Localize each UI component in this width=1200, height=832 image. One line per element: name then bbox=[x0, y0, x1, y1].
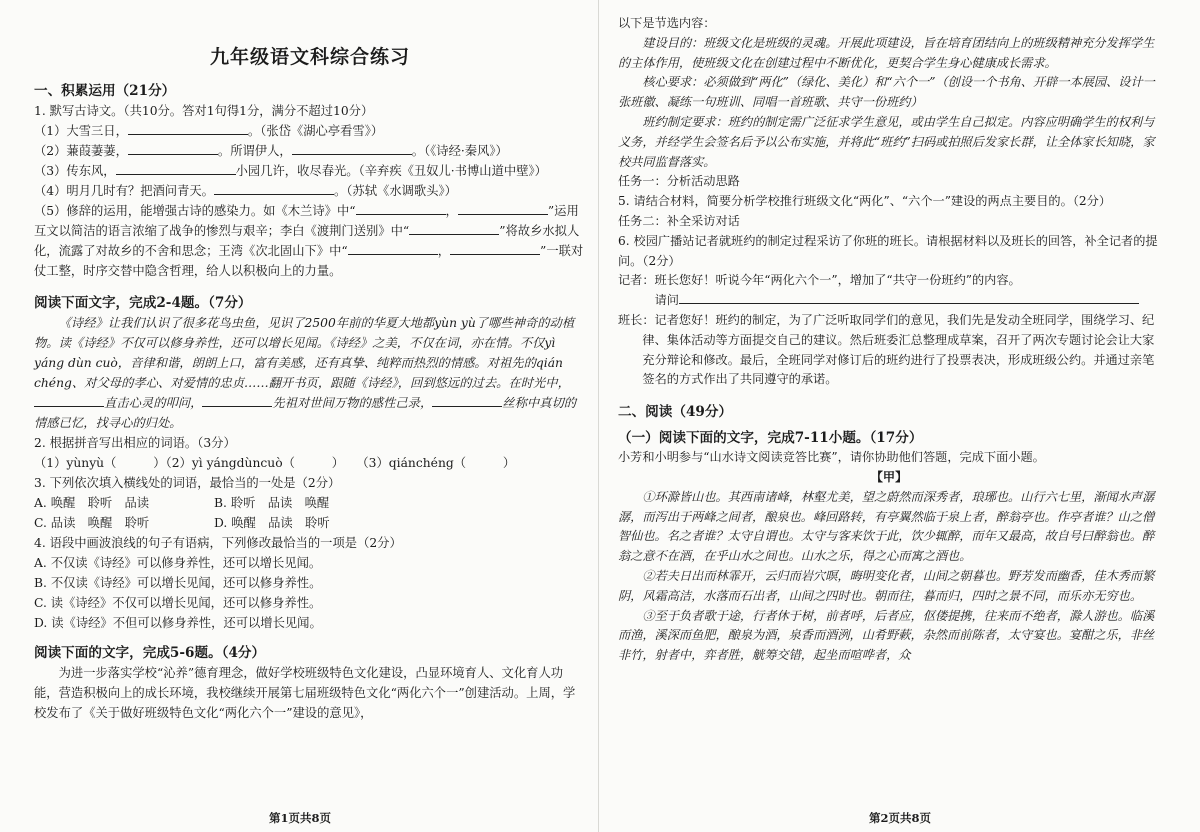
answer-blank[interactable] bbox=[128, 122, 248, 135]
task-one: 任务一：分析活动思路 bbox=[618, 174, 740, 189]
excerpt-intro: 以下是节选内容： bbox=[618, 16, 716, 30]
answer-blank[interactable] bbox=[679, 291, 1139, 304]
reading-2-4-passage bbox=[34, 313, 586, 433]
passage-part-2: 直击心灵的叩问， bbox=[104, 396, 203, 410]
classical-para-2: ②若夫日出而林霏开，云归而岩穴暝，晦明变化者，山间之朝暮也。野芳发而幽香，佳木秀而繁阴，风霜高洁，水落而石出者，山间之四时也。朝而往，暮而归，四时之景不同，而乐亦无穷也。 bbox=[618, 568, 1155, 603]
answer-blank[interactable] bbox=[202, 394, 272, 407]
passage-part-1: 《诗经》让我们认识了很多花鸟虫鱼，见识了2500年前的华夏大地都yùn yù了哪些神奇的动植物。读《诗经》不仅可以修身养性，还可以增长见闻。《诗经》之美，不仅在词，亦在情。不仅yì yáng dùn cuò，音律和谐，朗朗上口，富有美感，还有真挚、纯粹而热烈的情感。对祖先的qián chéng、对父母的孝心、对爱情的忠贞……翻开书页，跟随《诗经》，回到悠远的过去。在时光中， bbox=[34, 316, 575, 390]
q4-option-a[interactable]: A. 不仅读《诗经》可以修身养性，还可以增长见闻。 bbox=[34, 556, 322, 570]
answer-blank[interactable] bbox=[356, 202, 446, 215]
answer-blank[interactable] bbox=[432, 394, 502, 407]
q1-4-text: （4）明月几时有？把酒问青天。 bbox=[34, 184, 214, 198]
q1-1 bbox=[34, 121, 586, 141]
q1-4 bbox=[34, 181, 586, 201]
q2-options: （1）yùnyù（ ）（2）yì yángdùncuò（ ） （3）qiánchéng（ ） bbox=[34, 456, 516, 470]
passage-part-3: 先祖对世间万物的感性己录， bbox=[272, 396, 433, 410]
reporter-line: 记者：班长您好！听说今年“两化六个一”，增加了“共守一份班约”的内容。 bbox=[618, 273, 1021, 288]
q3-option-d[interactable]: D. 唤醒 品读 聆听 bbox=[214, 516, 330, 530]
classical-para-1: ①环滁皆山也。其西南诸峰，林壑尤美，望之蔚然而深秀者，琅琊也。山行六七里，渐闻水声潺潺，而泻出于两峰之间者，酿泉也。峰回路转，有亭翼然临于泉上者，醉翁亭也。作亭者谁？山之僧智仙也。名之者谁？太守自谓也。太守与客来饮于此，饮少辄醉，而年又最高，故自号曰醉翁也。醉翁之意不在酒，在乎山水之间也。山水之乐，得之心而寓之酒也。 bbox=[618, 489, 1155, 564]
q1-3-source: 小园几许，收尽春光。（辛弃疾《丑奴儿·书博山道中壁》） bbox=[235, 164, 547, 178]
q3-option-a[interactable]: A. 唤醒 聆听 品读 bbox=[34, 496, 150, 510]
q1-2-source: 。（《诗经·秦风》） bbox=[411, 144, 508, 158]
q3-options bbox=[34, 493, 586, 533]
answer-blank[interactable] bbox=[292, 142, 412, 155]
q6: 6. 校园广播站记者就班约的制定过程采访了你班的班长。请根据材料以及班长的回答，补全记者的提问。（2分） bbox=[618, 233, 1158, 268]
reporter-ask-label: 请问 bbox=[654, 293, 679, 308]
q1-5-d: ”将故乡水拟人化，流露了对故乡的不舍和思念；王湾《次北固山下》中“ bbox=[34, 224, 580, 258]
q1-5-a: （5）修辞的运用，能增强古诗的感染力。如《木兰诗》中“ bbox=[34, 204, 356, 218]
sub-section-note: 小芳和小明参与“山水诗文阅读竞答比赛”，请你协助他们答题，完成下面小题。 bbox=[618, 450, 1045, 465]
q1-3 bbox=[34, 161, 586, 181]
answer-blank[interactable] bbox=[450, 242, 540, 255]
construction-goal: 建设目的：班级文化是班级的灵魂。开展此项建设，旨在培育团结向上的班级精神充分发挥学生的主体作用，使班级文化在创建过程中不断优化，更契合学生身心健康成长需求。 bbox=[618, 35, 1155, 70]
answer-blank[interactable] bbox=[214, 182, 334, 195]
q1-intro: 1. 默写古诗文。（共10分。答对1句得1分，满分不超过10分） bbox=[34, 104, 374, 118]
q3: 3. 下列依次填入横线处的词语，最恰当的一处是（2分） bbox=[34, 476, 341, 490]
classical-para-3: ③至于负者歌于途，行者休于树，前者呼，后者应，伛偻提携，往来而不绝者，滁人游也。临溪而渔，溪深而鱼肥，酿泉为酒，泉香而酒洌，山肴野蔌，杂然而前陈者，太守宴也。宴酣之乐，非丝非竹，射者中，弈者胜，觥筹交错，起坐而喧哗者，众 bbox=[618, 608, 1155, 663]
answer-blank[interactable] bbox=[128, 142, 218, 155]
answer-blank[interactable] bbox=[458, 202, 548, 215]
monitor-answer: 班长：记者您好！班约的制定，为了广泛听取同学们的意见，我们先是发动全班同学，围绕学习、纪律、集体活动等方面提交自己的建议。然后班委汇总整理成草案，召开了两次专题讨论会让大家充分辩论和修改。最后，全班同学对修订后的班约进行了投票表决，形成班级公约。并通过亲笔签名的方式作出了共同遵守的承诺。 bbox=[618, 312, 1155, 387]
q5: 5. 请结合材料，简要分析学校推行班级文化“两化”、“六个一”建设的两点主要目的。（2分） bbox=[618, 194, 1112, 209]
section-heading-accumulation: 一、积累运用（21分） bbox=[34, 83, 176, 99]
q1-1-source: 。（张岱《湖心亭看雪》） bbox=[247, 124, 384, 138]
text-jia-label: 【甲】 bbox=[870, 469, 908, 484]
q1-1-text: （1）大雪三日， bbox=[34, 124, 128, 138]
q4-option-d[interactable]: D. 读《诗经》不但可以修身养性，还可以增长见闻。 bbox=[34, 616, 322, 630]
page-number-left: 第1页共8页 bbox=[268, 811, 331, 825]
q4-option-b[interactable]: B. 不仅读《诗经》可以增长见闻，还可以修身养性。 bbox=[34, 576, 322, 590]
answer-blank[interactable] bbox=[348, 242, 438, 255]
core-requirement: 核心要求：必须做到“两化”（绿化、美化）和“六个一”（创设一个书角、开辟一本展园、设计一张班徽、凝练一句班训、同唱一首班歌、共守一份班约） bbox=[618, 75, 1155, 110]
reading-5-6-passage: 为进一步落实学校“沁养”德育理念，做好学校班级特色文化建设，凸显环境育人、文化育人功能，营造积极向上的成长环境，我校继续开展第七届班级特色文化“两化六个一”创建活动。上周，学校发布了《关于做好班级特色文化“两化六个一”建设的意见》， bbox=[34, 666, 576, 720]
class-rule-requirement: 班约制定要求：班约的制定需广泛征求学生意见，或由学生自己拟定。内容应明确学生的权利与义务，并经学生会签名后予以公布实施，并将此“班约”扫码或拍照后发家长群，让全体家长知晓，家校共同监督落实。 bbox=[618, 114, 1155, 169]
q1-5 bbox=[34, 201, 586, 281]
q1-5-f: ”一联对仗工整，时序交替中隐含哲理，给人以积极向上的力量。 bbox=[34, 244, 584, 278]
q4: 4. 语段中画波浪线的句子有语病，下列修改最恰当的一项是（2分） bbox=[34, 536, 402, 550]
reading-5-6-heading: 阅读下面的文字，完成5-6题。（4分） bbox=[34, 645, 266, 661]
reporter-question bbox=[618, 291, 1160, 311]
answer-blank[interactable] bbox=[409, 222, 499, 235]
reading-2-4-heading: 阅读下面文字，完成2-4题。（7分） bbox=[34, 295, 252, 311]
q1-3-text: （3）传东风， bbox=[34, 164, 116, 178]
q1-4-source: 。（苏轼《水调歌头》） bbox=[333, 184, 457, 198]
q1-5-e: ， bbox=[437, 244, 451, 258]
answer-blank[interactable] bbox=[116, 162, 236, 175]
task-two: 任务二：补全采访对话 bbox=[618, 213, 740, 228]
q4-option-c[interactable]: C. 读《诗经》不仅可以增长见闻，还可以修身养性。 bbox=[34, 596, 322, 610]
q3-option-c[interactable]: C. 品读 唤醒 聆听 bbox=[34, 516, 150, 530]
q1-5-c: ”运用互文以简洁的语言浓缩了战争的惨烈与艰辛；李白《渡荆门送别》中“ bbox=[34, 204, 579, 238]
page-divider bbox=[598, 0, 599, 832]
section-heading-reading: 二、阅读（49分） bbox=[618, 404, 733, 421]
q3-option-b[interactable]: B. 聆听 品读 唤醒 bbox=[214, 496, 330, 510]
sub-section-one: （一）阅读下面的文字，完成7-11小题。（17分） bbox=[618, 430, 923, 447]
q1-2-text: （2）蒹葭萋萋， bbox=[34, 144, 128, 158]
page-title: 九年级语文科综合练习 bbox=[209, 46, 410, 68]
page-number-right: 第2页共8页 bbox=[868, 811, 931, 825]
right-page bbox=[600, 0, 1200, 832]
q1-2-mid: 。所谓伊人， bbox=[217, 144, 292, 158]
answer-blank[interactable] bbox=[34, 394, 104, 407]
q2: 2. 根据拼音写出相应的词语。（3分） bbox=[34, 436, 236, 450]
q1-5-b: ， bbox=[445, 204, 458, 218]
q1-2 bbox=[34, 141, 586, 161]
passage-part-4: 丝称中真切的情感已忆，找寻心的归处。 bbox=[34, 396, 577, 430]
